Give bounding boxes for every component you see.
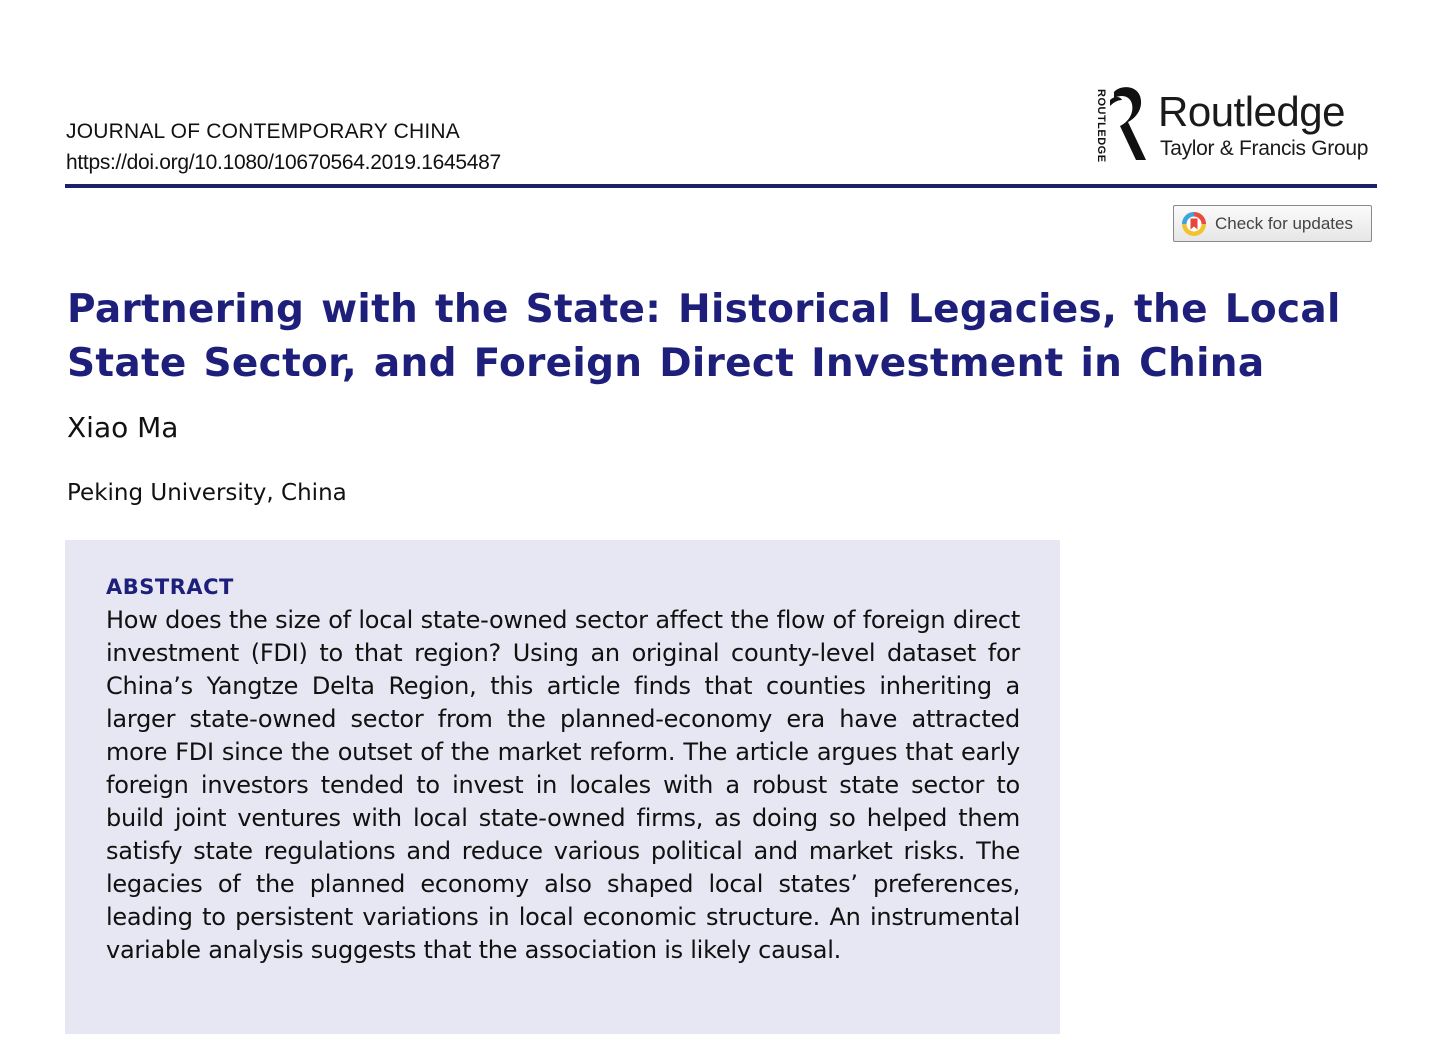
article-title: Partnering with the State: Historical Legacies, the Local State Sector, and Foreign Direct Investment in China (67, 287, 1341, 386)
journal-name: JOURNAL OF CONTEMPORARY CHINA (66, 120, 460, 143)
author-affiliation: Peking University, China (67, 480, 347, 506)
abstract-heading: ABSTRACT (106, 575, 234, 599)
abstract-box (65, 540, 1060, 1034)
header-divider (65, 184, 1377, 188)
routledge-logo-icon (1106, 86, 1148, 166)
check-for-updates-button[interactable] (1173, 205, 1372, 242)
publisher-vertical-mark: ROUTLEDGE (1095, 89, 1107, 163)
crossmark-icon (1181, 211, 1207, 237)
journal-header (66, 116, 501, 178)
publisher-name: Routledge (1158, 88, 1345, 135)
author-name: Xiao Ma (67, 411, 179, 444)
check-for-updates-label: Check for updates (1215, 213, 1353, 233)
publisher-group: Taylor & Francis Group (1160, 137, 1369, 160)
abstract-text: How does the size of local state-owned sector affect the flow of foreign direct investment (FDI) to that region? Using an original county-level dataset for China’s Yangtze Delta Region, this article finds that counties inheriting a larger state-owned sector from the planned-economy era have attracted more FDI since the outset of the market reform. The article argues that early foreign investors tended to invest in locales with a robust state sector to build joint ventures with local state-owned firms, as doing so helped them satisfy state regulations and reduce various political and market risks. The legacies of the planned economy also shaped local states’ preferences, leading to persistent variations in local economic structure. An instrumental variable analysis suggests that the association is likely causal. (106, 606, 1020, 964)
doi-link[interactable]: https://doi.org/10.1080/10670564.2019.1645487 (66, 151, 501, 174)
